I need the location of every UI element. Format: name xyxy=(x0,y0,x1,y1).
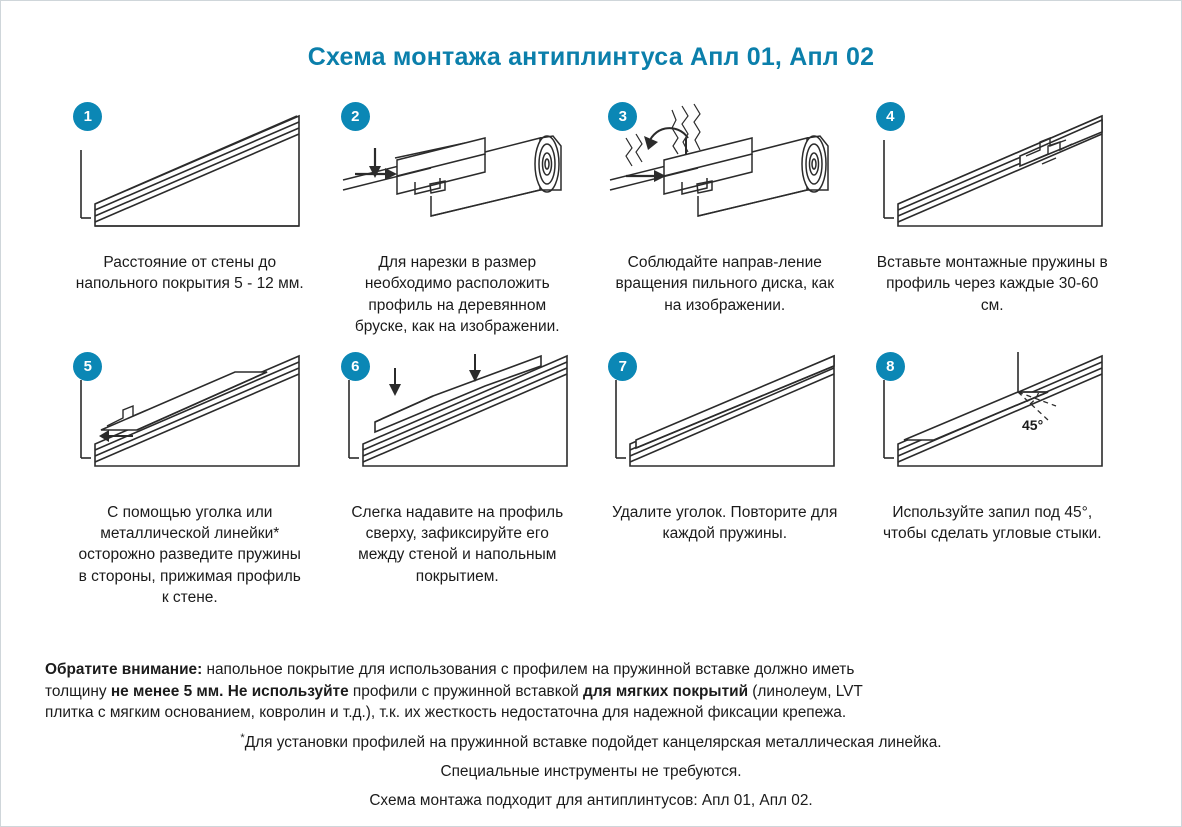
step-3 xyxy=(596,98,854,338)
note-thickness-strong: не менее 5 мм. Не используйте xyxy=(110,682,349,700)
step-1-figure xyxy=(67,98,312,248)
step-6-figure xyxy=(335,348,580,498)
step-2 xyxy=(329,98,587,338)
step-8-figure xyxy=(870,348,1115,498)
step-4 xyxy=(864,98,1122,338)
step-7-figure xyxy=(602,348,847,498)
step-4-caption: Вставьте монтажные пружины в профиль через каждые 30-60 см. xyxy=(876,254,1108,314)
step-8-illustration xyxy=(870,348,1115,498)
footnote-star: * xyxy=(240,732,245,745)
step-2-caption: Для нарезки в размер необходимо расположить профиль на деревянном бруске, как на изображении. xyxy=(354,254,560,336)
step-7 xyxy=(596,348,854,609)
step-5-illustration xyxy=(67,348,312,498)
notes-block xyxy=(1,659,1181,812)
note-soft-covering-strong: для мягких покрытий xyxy=(583,682,749,700)
step-6-caption: Слегка надавите на профиль сверху, зафиксируйте его между стеной и напольным покрытием. xyxy=(351,503,564,585)
step-1-illustration xyxy=(67,98,312,248)
step-3-caption: Соблюдайте направ-ление вращения пильного диска, как на изображении. xyxy=(615,254,834,314)
note-attention-text: напольное покрытие для использования с профилем на пружинной вставке должно иметь xyxy=(202,660,855,678)
step-5 xyxy=(61,348,319,609)
step-2-number: 2 xyxy=(341,102,370,131)
step-5-caption: С помощью уголка или металлической линейки* осторожно разведите пружины в стороны, прижимая профиль к стене. xyxy=(78,503,301,606)
step-3-figure xyxy=(602,98,847,248)
step-7-caption: Удалите уголок. Повторите для каждой пружины. xyxy=(612,503,838,542)
note-footnote xyxy=(45,731,1137,754)
step-2-figure xyxy=(335,98,580,248)
note-thickness xyxy=(45,681,1137,703)
angle-label: 45° xyxy=(1021,416,1043,433)
step-1-number: 1 xyxy=(73,102,102,131)
note-attention-label: Обратите внимание: xyxy=(45,660,203,678)
step-3-illustration xyxy=(602,98,847,248)
page-title: Схема монтажа антиплинтуса Апл 01, Апл 02 xyxy=(307,43,875,71)
step-6 xyxy=(329,348,587,609)
step-4-number: 4 xyxy=(876,102,905,131)
step-7-illustration xyxy=(602,348,847,498)
step-7-number: 7 xyxy=(608,352,637,381)
step-8-caption: Используйте запил под 45°, чтобы сделать угловые стыки. xyxy=(882,503,1102,542)
note-thickness-prefix: толщину xyxy=(45,682,111,700)
note-attention xyxy=(45,659,1137,681)
step-6-illustration xyxy=(335,348,580,498)
steps-grid xyxy=(1,98,1181,608)
step-1-caption: Расстояние от стены до напольного покрытия 5 - 12 мм. xyxy=(75,254,304,293)
note-thickness-suffix: (линолеум, LVT xyxy=(748,682,863,700)
note-stiffness: плитка с мягким основанием, ковролин и т.д.), т.к. их жесткость недостаточна для надежной фиксации крепежа. xyxy=(45,704,847,722)
step-5-figure xyxy=(67,348,312,498)
note-tools: Специальные инструменты не требуются. xyxy=(440,763,742,781)
step-4-illustration xyxy=(870,98,1115,248)
footnote-text: Для установки профилей на пружинной вставке подойдет канцелярская металлическая линейка. xyxy=(244,734,942,752)
note-thickness-mid: профили с пружинной вставкой xyxy=(348,682,584,700)
step-1 xyxy=(61,98,319,338)
step-3-number: 3 xyxy=(608,102,637,131)
step-8-number: 8 xyxy=(876,352,905,381)
step-2-illustration xyxy=(335,98,580,248)
step-6-number: 6 xyxy=(341,352,370,381)
step-8 xyxy=(864,348,1122,609)
step-4-figure xyxy=(870,98,1115,248)
note-scope: Схема монтажа подходит для антиплинтусов: Апл 01, Апл 02. xyxy=(369,792,813,810)
step-5-number: 5 xyxy=(73,352,102,381)
